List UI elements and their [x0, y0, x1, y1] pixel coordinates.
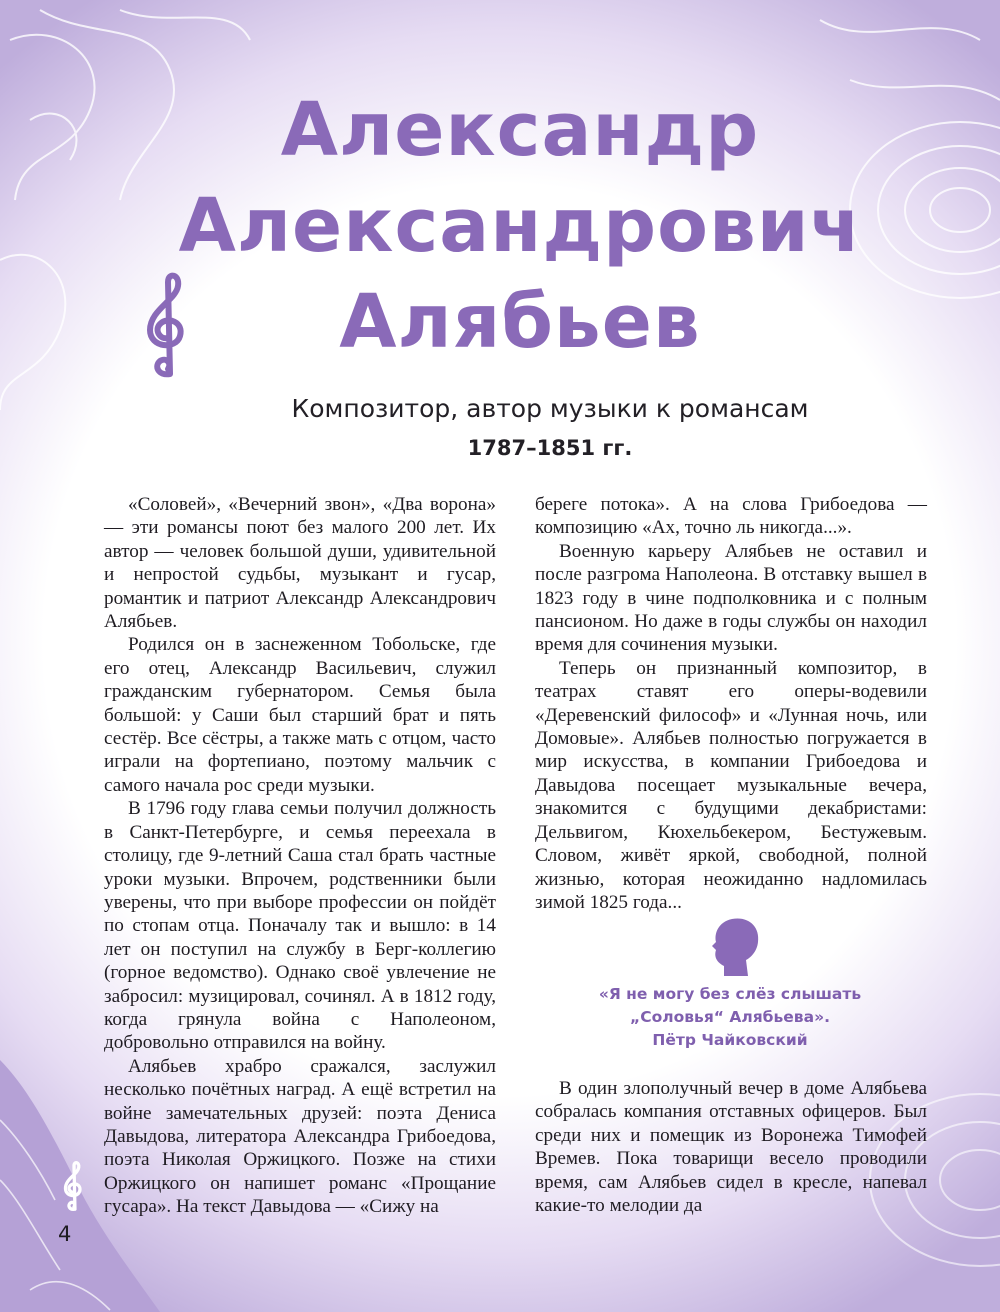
paragraph: В один злополучный вечер в доме Алябьева собралась компания отставных офицеров. Был среди них и помещик из Воронежа Тимофей Времев. Пока товарищи весело проводили время, сам Алябьев сидел в кресле, напевал какие-то мелодии да [535, 1078, 927, 1217]
page-title [120, 82, 920, 370]
title-line-first-name: Александр [280, 87, 760, 173]
paragraph: Военную карьеру Алябьев не оставил и после разгрома Наполеона. В отставку вышел в 1823 году в чине подполковника и с полным пансионом. Но даже в годы службы он находил время для сочинения музыки. [535, 540, 927, 656]
paragraph: «Соловей», «Вечерний звон», «Два ворона» — эти романсы поют без малого 200 лет. Их автор — человек большой души, удивительной и непростой судьбы, музыкант и гусар, романтик и патриот Александр Александрович Алябьев. [104, 494, 496, 633]
silhouette-portrait-icon [706, 916, 764, 976]
paragraph: В 1796 году глава семьи получил должность в Санкт-Петербурге, и семья переехала в столицу, где 9-летний Саша стал брать частные уроки музыки. Впрочем, родственники были уверены, что при выборе профессии он пойдёт по стопам отца. Поначалу так и вышло: в 14 лет он поступил на службу в Берг-коллегию (горное ведомство). Однако своё увлечение не забросил: музицировал, сочинял. А в 1812 году, когда грянула война с Наполеоном, добровольно отправился на войну. [104, 798, 496, 1054]
right-column-top [535, 493, 927, 914]
paragraph: Алябьев храбро сражался, заслужил несколько почётных наград. А ещё встретил на войне замечательных друзей: поэта Дениса Давыдова, литератора Александра Грибоедова, поэта Николая Оржицкого. Позже на стихи Оржицкого он напишет романс «Прощание гусара». На текст Давыдова — «Сижу на [104, 1055, 496, 1218]
title-line-patronymic: Александрович [178, 183, 862, 269]
quote-line: „Соловья“ Алябьева». [630, 1008, 830, 1026]
subtitle: Композитор, автор музыки к романсам [291, 394, 809, 423]
quote-author: Пётр Чайковский [652, 1031, 808, 1049]
paragraph: береге потока». А на слова Грибоедова — композицию «Ах, точно ль никогда...». [535, 494, 927, 539]
page-number: 4 [58, 1222, 72, 1246]
quote-line: «Я не могу без слёз слышать [598, 985, 862, 1003]
paragraph: Родился он в заснеженном Тобольске, где его отец, Александр Васильевич, служил гражданским губернатором. Семья была большой: у Саши был старший брат и пять сестёр. Все сёстры, а также мать с отцом, часто играли на фортепиано, поэтому мальчик с самого начала рос среди музыки. [104, 634, 496, 796]
left-column [104, 493, 496, 1219]
life-years: 1787–1851 гг. [467, 436, 633, 460]
title-line-surname: Алябьев [339, 279, 701, 365]
treble-clef-small-icon [62, 1160, 86, 1212]
paragraph: Теперь он признанный композитор, в театрах ставят его оперы-водевили «Деревенский философ» и «Лунная ночь, или Домовые». Алябьев полностью погружается в мир искусства, в компании Грибоедова и Давыдова посещает музыкальные вечера, знакомится с будущими декабристами: Дельвигом, Кюхельбекером, Бестужевым. Словом, живёт яркой, свободной, полной жизнью, которая неожиданно надломилась зимой 1825 года... [535, 657, 927, 913]
quote-block [560, 983, 900, 1052]
right-column-bottom [535, 1077, 927, 1217]
